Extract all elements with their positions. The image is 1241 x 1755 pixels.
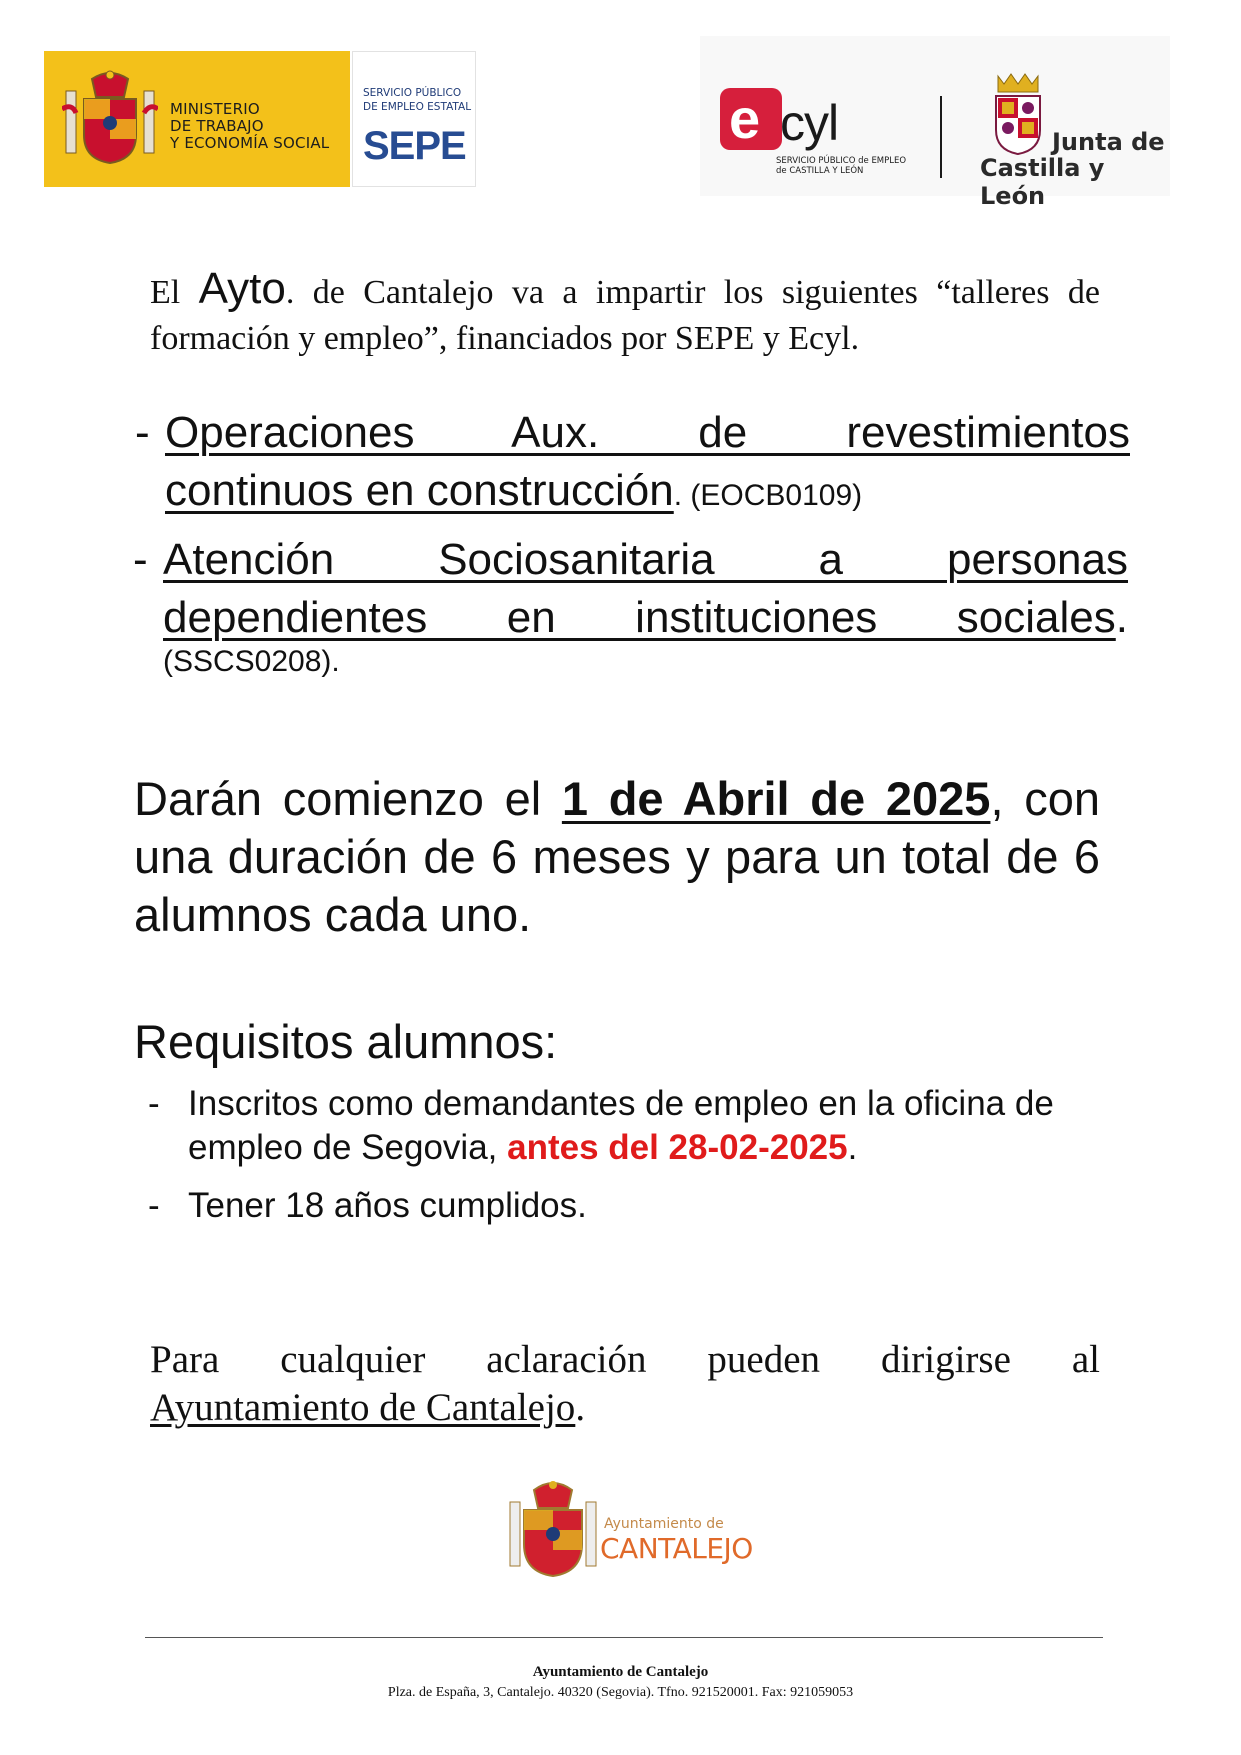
ecyl-e-icon	[720, 88, 782, 150]
requirement-dash: -	[148, 1084, 160, 1123]
sepe-wordmark: SEPE	[363, 124, 466, 168]
course-title-line1: Operaciones Aux. de revestimientos	[165, 408, 1130, 457]
requirements-title: Requisitos alumnos:	[134, 1015, 558, 1068]
course-title-line2: dependientes en instituciones sociales	[163, 593, 1116, 642]
ecyl-subtitle: SERVICIO PÚBLICO de EMPLEO de CASTILLA Y LEÓN	[776, 156, 907, 176]
ecyl-wordmark: cyl	[780, 95, 839, 151]
deadline-date: antes del 28-02-2025	[507, 1128, 848, 1167]
course-title-line1: Atención Sociosanitaria a personas	[163, 535, 1128, 584]
requirement-item: - Tener 18 años cumplidos.	[148, 1184, 1088, 1228]
ecyl-junta-logo	[700, 36, 1170, 210]
course-item	[135, 404, 1130, 525]
contact-paragraph: Para cualquier aclaración pueden dirigirse al Ayuntamiento de Cantalejo.	[150, 1338, 1100, 1429]
course-code: . (EOCB0109)	[673, 479, 863, 512]
footer-divider	[145, 1637, 1103, 1638]
intro-ayto: Ayto	[198, 264, 286, 313]
intro-paragraph: El Ayto. de Cantalejo va a impartir los siguientes “talleres de formación y empleo”, financiados por SEPE y Ecyl.	[150, 264, 1100, 357]
course-code: (SSCS0208).	[163, 645, 340, 678]
requirement-item: - Inscritos como demandantes de empleo en la oficina de empleo de Segovia, antes del 28-02-2025.	[148, 1084, 1054, 1167]
ayuntamiento-link: Ayuntamiento de Cantalejo	[150, 1386, 576, 1429]
ministry-logo	[44, 51, 350, 187]
course-dash: -	[133, 535, 148, 584]
ministry-name: MINISTERIO DE TRABAJO Y ECONOMÍA SOCIAL	[170, 100, 330, 152]
logo-divider	[940, 96, 942, 178]
ayuntamiento-logo-big: CANTALEJO	[600, 1532, 753, 1565]
castilla-leon-shield-icon	[990, 72, 1046, 156]
junta-line2: Castilla y León	[980, 154, 1105, 210]
ayuntamiento-logo	[508, 1478, 753, 1580]
cantalejo-coat-of-arms-icon	[508, 1478, 598, 1580]
footer-name: Ayuntamiento de Cantalejo	[532, 1664, 709, 1680]
requirement-dash: -	[148, 1186, 160, 1225]
sepe-subtitle: SERVICIO PÚBLICO DE EMPLEO ESTATAL	[363, 87, 472, 113]
spain-coat-of-arms-icon	[62, 69, 158, 169]
course-dash: -	[135, 408, 150, 457]
start-paragraph: Darán comienzo el 1 de Abril de 2025, con una duración de 6 meses y para un total de 6 alumnos cada uno.	[134, 772, 1100, 941]
start-date: 1 de Abril de 2025	[561, 772, 991, 825]
course-item: - Atención Sociosanitaria a personas dependientes en instituciones sociales. (SSCS0208).	[163, 531, 1128, 677]
junta-line1: Junta de	[1052, 128, 1165, 156]
svg-text:e: e	[729, 88, 761, 150]
footer-address: Plza. de España, 3, Cantalejo. 40320 (Segovia). Tfno. 921520001. Fax: 921059053	[387, 1685, 854, 1700]
ayuntamiento-logo-small: Ayuntamiento de	[604, 1516, 724, 1532]
course-title-line2: continuos en construcción	[165, 466, 674, 515]
sepe-logo	[352, 51, 476, 187]
